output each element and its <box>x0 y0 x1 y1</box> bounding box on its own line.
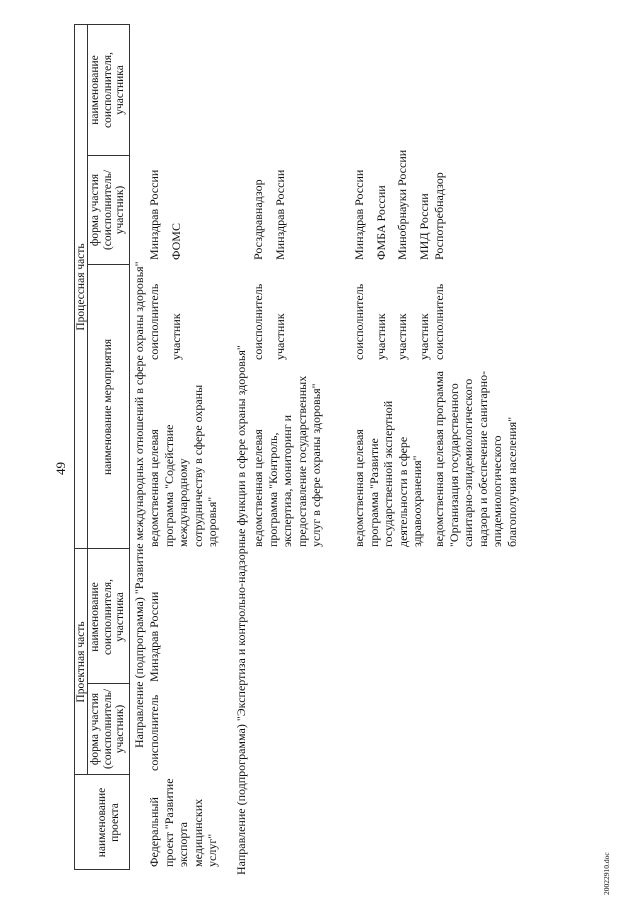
participant-item: ФМБА России <box>373 185 388 260</box>
header-project-name: наименование проекта <box>96 787 121 858</box>
page-number: 49 <box>53 462 68 475</box>
form-item: соисполнитель <box>432 283 446 360</box>
project-name-text: Федеральный проект "Развитие экспорта медицинских услуг" <box>147 778 219 867</box>
header-project-part: Проектная часть <box>75 621 87 703</box>
header-event-name: наименование мероприятия <box>102 338 114 476</box>
participant-item: Росздравнадзор <box>251 179 265 260</box>
section-title-expertise: Направление (подпрограмма) "Экспертиза и контрольно-надзорные функции в сфере охраны здоровья" <box>234 345 248 875</box>
forms-international <box>147 284 183 360</box>
header-process-part: Процессная часть <box>75 243 87 331</box>
project-name <box>147 777 220 867</box>
participants-sanitary <box>432 172 447 260</box>
project-participant: Минздрав России <box>147 591 161 682</box>
participants-international <box>147 170 183 260</box>
forms-expert-activity <box>352 284 431 360</box>
participant-item: Минздрав России <box>147 169 161 260</box>
event-international-cooperation: ведомственная целевая программа "Содействие международному сотрудничеству в сфере охраны здоровья" <box>147 384 219 547</box>
project-form: соисполнитель <box>147 694 161 771</box>
form-item: участник <box>168 313 183 360</box>
header-process-form: форма участия (соисполнитель/ участник) <box>89 169 126 251</box>
footer-filename: 20022910.doc <box>602 852 611 895</box>
form-col-rule <box>87 683 130 684</box>
participant-item: Минобрнауки России <box>395 149 409 260</box>
header-process-coexec-name: наименование соисполнителя, участника <box>89 52 126 128</box>
header-coexec-name: наименование соисполнителя, участника <box>89 579 126 655</box>
section-title-international: Направление (подпрограмма) "Развитие международных отношений в сфере охраны здоровья" <box>132 261 146 748</box>
participants-control <box>251 170 287 260</box>
header-form: форма участия (соисполнитель/ участник) <box>89 688 126 770</box>
forms-control <box>251 284 287 360</box>
form-item: соисполнитель <box>147 283 161 360</box>
event-control-expertise: ведомственная целевая программа "Контроль, экспертиза, мониторинг и предоставление государственных услуг в сфере охраны здоровья" <box>251 375 323 547</box>
header-bottom-rule <box>129 25 130 870</box>
form-item: участник <box>272 313 287 360</box>
event-sanitary-supervision: ведомственная целевая программа "Организация государственного санитарно-эпидемиологического надзора и обеспечение санитарно-эпидемиологического благополучия населения" <box>432 370 519 547</box>
participant-item: МИД России <box>416 193 431 260</box>
participant-item: Минздрав России <box>272 169 287 260</box>
participant-item: ФОМС <box>168 223 183 260</box>
process-form-col-rule <box>87 155 130 156</box>
participants-expert-activity <box>352 150 431 260</box>
participant-item: Минздрав России <box>352 169 366 260</box>
event-expert-activity: ведомственная целевая программа "Развитие государственной экспертной деятельности в сфере здравоохранения" <box>352 400 424 547</box>
form-item: соисполнитель <box>251 283 265 360</box>
form-item: участник <box>373 313 388 360</box>
form-item: соисполнитель <box>352 283 366 360</box>
forms-sanitary <box>432 284 447 360</box>
form-item: участник <box>416 313 431 360</box>
participant-item: Роспотребнадзор <box>432 172 446 260</box>
form-item: участник <box>395 313 409 360</box>
